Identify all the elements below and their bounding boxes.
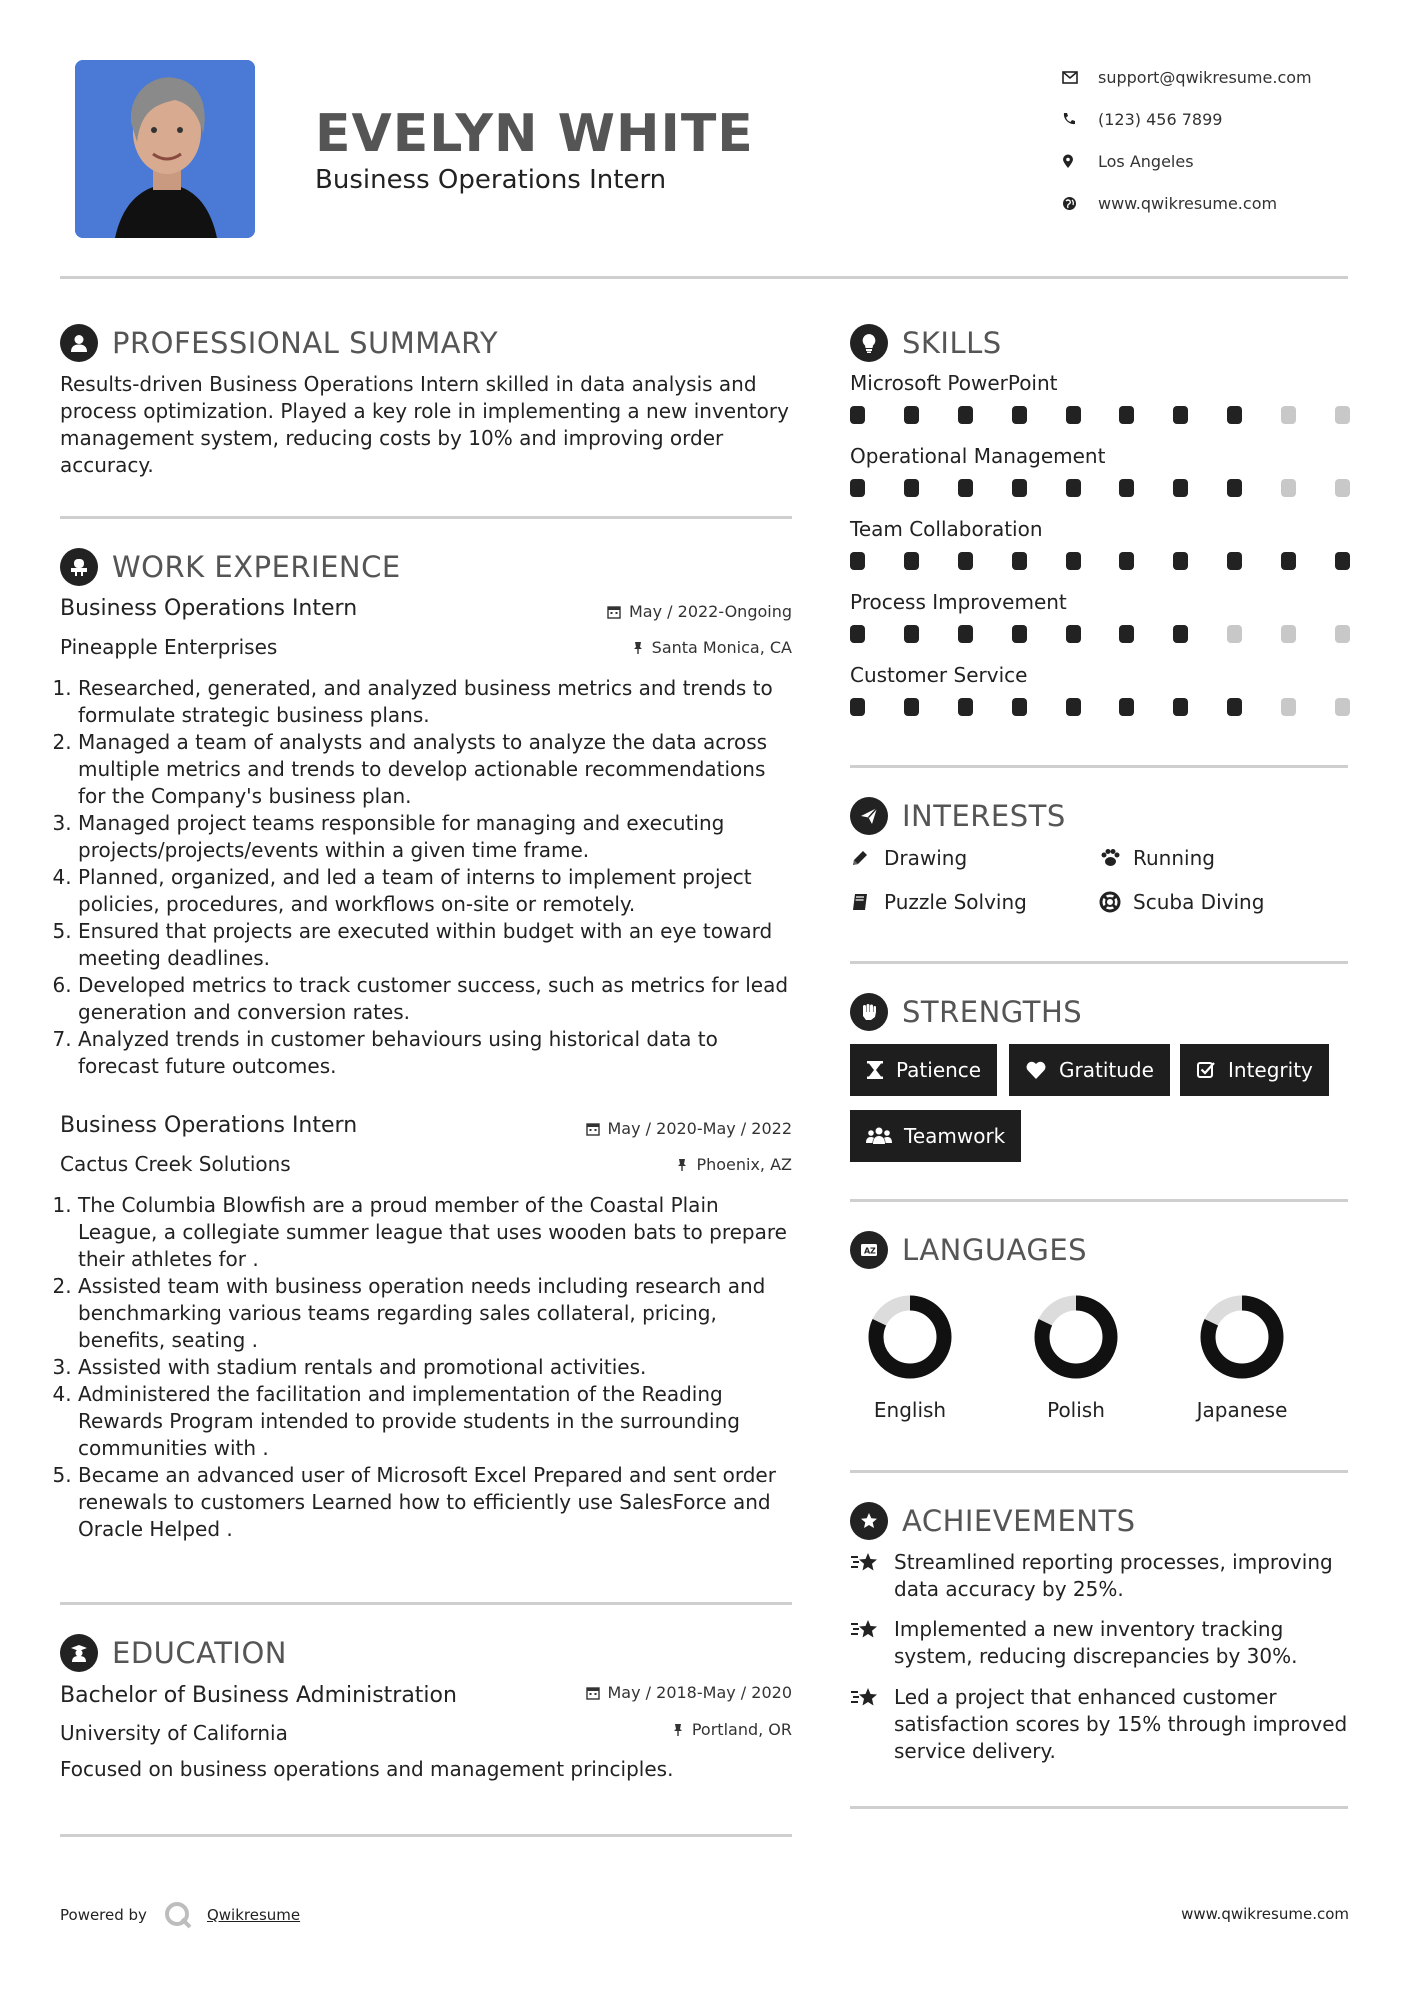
summary-divider [60, 516, 792, 519]
job-2-dates: May / 2020-May / 2022 [500, 1119, 792, 1138]
skill-dot [1066, 406, 1081, 424]
paper-plane-icon [850, 797, 888, 835]
skill-rating [850, 698, 1350, 716]
skill-name: Operational Management [850, 444, 1106, 468]
skill-dot [1281, 479, 1296, 497]
qwikresume-logo-icon [163, 1900, 193, 1930]
pushpin-icon [676, 1158, 688, 1172]
contact-email[interactable] [1062, 56, 1362, 98]
skill-dot [1173, 625, 1188, 643]
skill-dot [1119, 552, 1134, 570]
strength-teamwork: Teamwork [850, 1110, 1021, 1162]
strength-patience: Patience [850, 1044, 997, 1096]
interest-running: Running [1099, 846, 1215, 870]
skills-heading: SKILLS [850, 324, 1002, 362]
summary-heading: PROFESSIONAL SUMMARY [60, 324, 498, 362]
skill-rating [850, 625, 1350, 643]
achievement-2: Implemented a new inventory tracking system, reducing discrepancies by 30%. [850, 1616, 1350, 1670]
skill-dot [850, 479, 865, 497]
achievements-heading: ACHIEVEMENTS [850, 1502, 1136, 1540]
user-icon [60, 324, 98, 362]
pencil-icon [850, 848, 884, 868]
skill-dot [1173, 698, 1188, 716]
education-degree: Bachelor of Business Administration [60, 1683, 457, 1708]
skill-dot [904, 698, 919, 716]
job-2-title: Business Operations Intern [60, 1113, 358, 1138]
calendar-icon [607, 605, 621, 619]
languages-divider [850, 1470, 1348, 1473]
profile-photo [75, 60, 255, 238]
powered-by-text: Powered by [60, 1906, 147, 1924]
skill-dot [850, 406, 865, 424]
skill-dot [1012, 625, 1027, 643]
list-item: 2. Assisted team with business operation needs including research and benchmarking various teams regarding sales collateral, pricing, benefits, seating . [78, 1273, 795, 1354]
skill-dot [958, 698, 973, 716]
qwikresume-link[interactable]: Qwikresume [206, 1906, 301, 1924]
skill-dot [1227, 625, 1242, 643]
skill-rating [850, 479, 1350, 497]
shooting-star-icon [850, 1549, 894, 1582]
candidate-name: EVELYN WHITE [315, 104, 754, 164]
skill-dot [1281, 698, 1296, 716]
strengths-heading: STRENGTHS [850, 993, 1082, 1031]
globe-icon [1062, 196, 1098, 211]
skill-dot [1335, 625, 1350, 643]
achievement-1: Streamlined reporting processes, improving data accuracy by 25%. [850, 1549, 1350, 1603]
list-item: 5. Ensured that projects are executed within budget with an eye toward meeting deadlines. [78, 918, 795, 972]
list-item: 3. Managed project teams responsible for managing and executing projects/projects/events within a given time frame. [78, 810, 795, 864]
achievement-3: Led a project that enhanced customer satisfaction scores by 15% through improved service delivery. [850, 1684, 1350, 1765]
language-donut [1197, 1292, 1287, 1382]
list-item: 1. Researched, generated, and analyzed business metrics and trends to formulate strategic business plans. [78, 675, 795, 729]
list-item: 4. Administered the facilitation and implementation of the Reading Rewards Program intended to provide students in the surrounding communities with . [78, 1381, 795, 1462]
skill-rating [850, 552, 1350, 570]
svg-text:A: A [864, 1246, 871, 1256]
contact-phone[interactable] [1062, 98, 1362, 140]
skill-dot [1066, 479, 1081, 497]
language-item [1182, 1292, 1302, 1422]
skill-dot [1227, 698, 1242, 716]
strength-integrity: Integrity [1180, 1044, 1329, 1096]
list-item: 3. Assisted with stadium rentals and promotional activities. [78, 1354, 795, 1381]
job-1-location: Santa Monica, CA [500, 638, 792, 657]
achievements-divider [850, 1806, 1348, 1809]
list-item: 5. Became an advanced user of Microsoft Excel Prepared and sent order renewals to customers Learned how to efficiently use SalesForce and Oracle Helped . [78, 1462, 795, 1543]
list-item: 2. Managed a team of analysts and analysts to analyze the data across multiple metrics and trends to develop actionable recommendations for the Company's business plan. [78, 729, 795, 810]
education-school: University of California [60, 1721, 288, 1745]
language-donut [1031, 1292, 1121, 1382]
map-pin-icon [1062, 154, 1098, 169]
shooting-star-icon [850, 1616, 894, 1649]
strengths-divider [850, 1199, 1348, 1202]
education-divider [60, 1834, 792, 1837]
book-icon [850, 892, 884, 912]
interests-heading: INTERESTS [850, 797, 1066, 835]
skill-dot [958, 479, 973, 497]
job-1-bullets [60, 675, 795, 1080]
graduation-icon [60, 1634, 98, 1672]
envelope-icon [1062, 71, 1098, 84]
heart-icon [1025, 1060, 1047, 1080]
contact-website-text: www.qwikresume.com [1098, 193, 1278, 213]
skill-dot [1066, 552, 1081, 570]
skill-dot [1227, 406, 1242, 424]
skill-dot [904, 479, 919, 497]
skill-dot [1012, 552, 1027, 570]
skill-dot [1119, 479, 1134, 497]
fist-icon [850, 993, 888, 1031]
skill-dot [1281, 552, 1296, 570]
skill-dot [850, 625, 865, 643]
contact-phone-text: (123) 456 7899 [1098, 109, 1223, 129]
shooting-star-icon [850, 1684, 894, 1717]
education-location: Portland, OR [500, 1720, 792, 1739]
calendar-icon [586, 1122, 600, 1136]
language-item [1016, 1292, 1136, 1422]
language-label: Japanese [1196, 1398, 1288, 1422]
skill-dot [850, 552, 865, 570]
contact-website[interactable] [1062, 182, 1362, 224]
languages-heading: A Z LANGUAGES [850, 1231, 1087, 1269]
skill-dot [958, 625, 973, 643]
list-item: 6. Developed metrics to track customer success, such as metrics for lead generation and conversion rates. [78, 972, 795, 1026]
summary-text: Results-driven Business Operations Intern skilled in data analysis and process optimization. Played a key role in implementing a new inventory management system, reducing costs by 10% and improving order accuracy. [60, 372, 789, 477]
education-heading: EDUCATION [60, 1634, 287, 1672]
job-1-title: Business Operations Intern [60, 596, 358, 621]
skill-dot [904, 406, 919, 424]
svg-text:Z: Z [870, 1246, 876, 1256]
experience-divider [60, 1602, 792, 1605]
translate-icon [850, 1231, 888, 1269]
list-item: 7. Analyzed trends in customer behaviours using historical data to forecast future outcomes. [78, 1026, 795, 1080]
contact-email-text: support@qwikresume.com [1098, 67, 1312, 87]
skill-dot [1335, 552, 1350, 570]
paw-icon [1099, 848, 1133, 868]
skill-dot [958, 406, 973, 424]
skill-dot [850, 698, 865, 716]
skill-name: Customer Service [850, 663, 1028, 687]
language-label: Polish [1047, 1398, 1105, 1422]
pushpin-icon [632, 641, 644, 655]
skill-rating [850, 406, 1350, 424]
skills-divider [850, 765, 1348, 768]
contact-location-text: Los Angeles [1098, 151, 1194, 171]
contact-location [1062, 140, 1362, 182]
interest-scuba-diving: Scuba Diving [1099, 890, 1264, 914]
skill-dot [1012, 406, 1027, 424]
skill-dot [904, 625, 919, 643]
job-2-location: Phoenix, AZ [500, 1155, 792, 1174]
candidate-title: Business Operations Intern [315, 165, 667, 195]
header-divider [60, 276, 1348, 279]
check-square-icon [1196, 1060, 1216, 1080]
footer-powered-by [60, 1900, 300, 1930]
education-description: Focused on business operations and management principles. [60, 1757, 674, 1781]
job-2-bullets [60, 1192, 795, 1543]
language-donut [865, 1292, 955, 1382]
skill-dot [1173, 406, 1188, 424]
pushpin-icon [672, 1723, 684, 1737]
lightbulb-icon [850, 324, 888, 362]
list-item: 4. Planned, organized, and led a team of interns to implement project policies, procedures, and workflows on-site or remotely. [78, 864, 795, 918]
hourglass-icon [866, 1060, 884, 1080]
experience-heading: WORK EXPERIENCE [60, 548, 401, 586]
skill-dot [958, 552, 973, 570]
footer-website[interactable]: www.qwikresume.com [1181, 1905, 1349, 1923]
skill-dot [1335, 698, 1350, 716]
skill-dot [1335, 406, 1350, 424]
skill-dot [1173, 552, 1188, 570]
strength-gratitude: Gratitude [1009, 1044, 1170, 1096]
skill-name: Process Improvement [850, 590, 1067, 614]
interest-drawing: Drawing [850, 846, 967, 870]
skill-dot [1227, 479, 1242, 497]
skill-dot [1173, 479, 1188, 497]
education-dates: May / 2018-May / 2020 [500, 1683, 792, 1702]
calendar-icon [586, 1686, 600, 1700]
job-1-company: Pineapple Enterprises [60, 635, 278, 659]
skill-dot [904, 552, 919, 570]
lifebuoy-icon [1099, 891, 1133, 913]
users-icon [866, 1126, 892, 1146]
language-item [850, 1292, 970, 1422]
job-2-company: Cactus Creek Solutions [60, 1152, 291, 1176]
skill-dot [1066, 625, 1081, 643]
skill-dot [1012, 698, 1027, 716]
star-badge-icon [850, 1502, 888, 1540]
skill-dot [1119, 625, 1134, 643]
phone-icon [1062, 112, 1098, 126]
interest-puzzle-solving: Puzzle Solving [850, 890, 1027, 914]
skill-name: Microsoft PowerPoint [850, 371, 1058, 395]
skill-dot [1335, 479, 1350, 497]
list-item: 1. The Columbia Blowfish are a proud member of the Coastal Plain League, a collegiate summer league that uses wooden bats to prepare their athletes for . [78, 1192, 795, 1273]
skill-dot [1119, 698, 1134, 716]
skill-dot [1281, 406, 1296, 424]
contact-block [1062, 56, 1362, 224]
briefcase-icon [60, 548, 98, 586]
skill-dot [1281, 625, 1296, 643]
skill-dot [1227, 552, 1242, 570]
interests-divider [850, 961, 1348, 964]
language-label: English [873, 1398, 947, 1422]
skill-dot [1066, 698, 1081, 716]
skill-dot [1119, 406, 1134, 424]
job-1-dates: May / 2022-Ongoing [500, 602, 792, 621]
skill-name: Team Collaboration [850, 517, 1043, 541]
skill-dot [1012, 479, 1027, 497]
